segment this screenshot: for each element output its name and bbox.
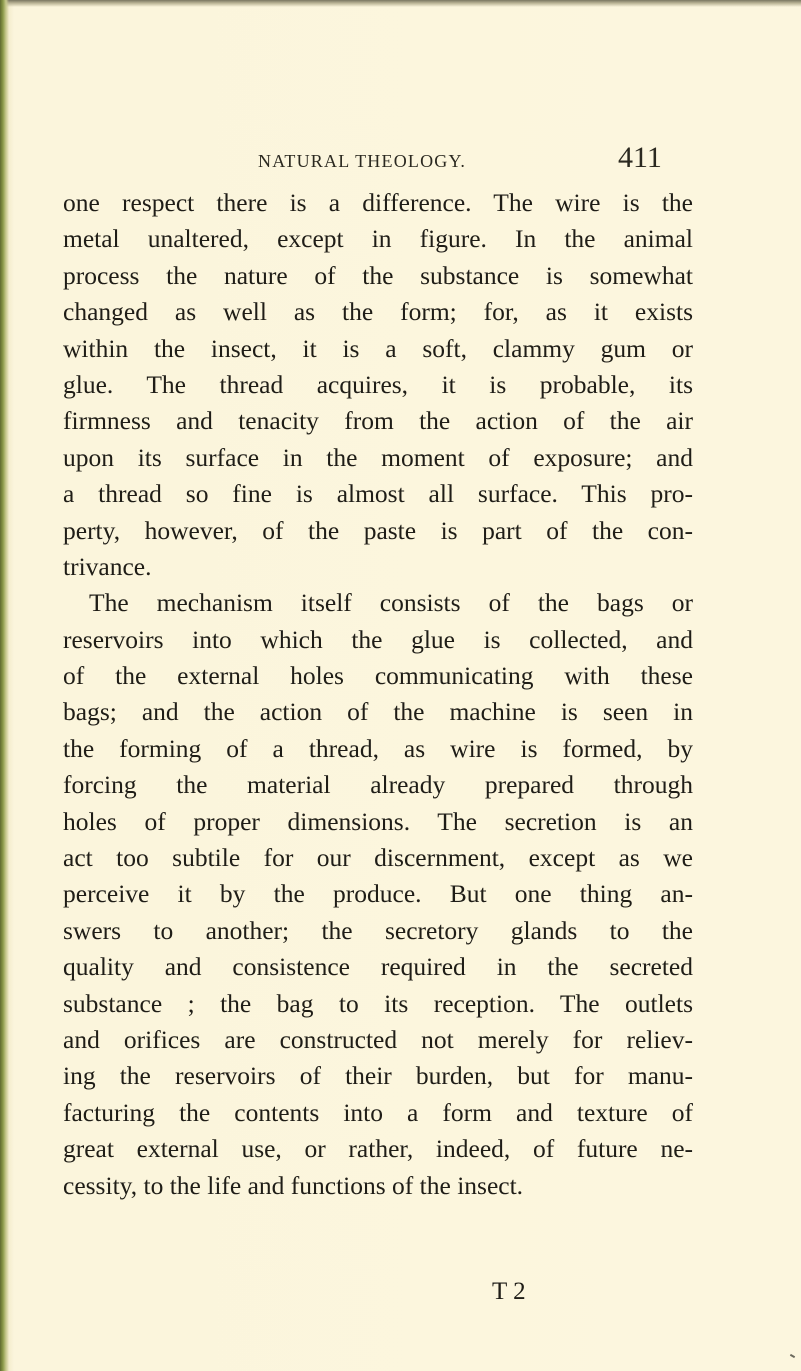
text-line: substance ; the bag to its reception. The outlets bbox=[63, 988, 693, 1018]
signature-mark: T 2 bbox=[492, 1278, 526, 1305]
page-number: 411 bbox=[618, 141, 662, 174]
text-line: swers to another; the secretory glands to the bbox=[63, 915, 693, 945]
text-line: forcing the material already prepared through bbox=[63, 770, 693, 800]
text-line: perceive it by the produce. But one thing an- bbox=[63, 879, 693, 909]
page-binding-edge bbox=[0, 0, 9, 1371]
text-line: great external use, or rather, indeed, of future ne- bbox=[63, 1134, 693, 1164]
text-line: cessity, to the life and functions of the insect. bbox=[63, 1170, 524, 1200]
text-line: glue. The thread acquires, it is probable, its bbox=[63, 369, 693, 399]
text-line: bags; and the action of the machine is seen in bbox=[63, 697, 693, 727]
text-line: facturing the contents into a form and texture of bbox=[63, 1097, 693, 1127]
page-header bbox=[0, 139, 801, 179]
text-line: within the insect, it is a soft, clammy gum or bbox=[63, 333, 693, 363]
page-top-shadow bbox=[0, 0, 801, 7]
text-line: trivance. bbox=[63, 551, 152, 581]
text-line: quality and consistence required in the secreted bbox=[63, 952, 693, 982]
text-line: one respect there is a difference. The wire is the bbox=[63, 188, 693, 217]
text-line: upon its surface in the moment of exposure; and bbox=[63, 442, 693, 472]
text-line: firmness and tenacity from the action of the air bbox=[63, 406, 693, 436]
text-line: perty, however, of the paste is part of the con- bbox=[63, 515, 693, 545]
text-line: The mechanism itself consists of the bags or bbox=[89, 588, 693, 618]
body-text bbox=[63, 185, 693, 1204]
text-line: process the nature of the substance is somewhat bbox=[63, 260, 693, 290]
text-line: the forming of a thread, as wire is formed, by bbox=[63, 733, 693, 763]
text-line: changed as well as the form; for, as it exists bbox=[63, 297, 693, 327]
text-line: metal unaltered, except in figure. In the animal bbox=[63, 224, 693, 254]
text-line: holes of proper dimensions. The secretion is an bbox=[63, 806, 693, 836]
page-speck bbox=[790, 1354, 795, 1358]
text-line: a thread so fine is almost all surface. This pro- bbox=[63, 479, 693, 509]
running-head: NATURAL THEOLOGY. bbox=[258, 151, 467, 171]
text-line: of the external holes communicating with these bbox=[63, 661, 693, 691]
text-line: and orifices are constructed not merely for reliev- bbox=[63, 1024, 693, 1054]
text-line: ing the reservoirs of their burden, but for manu- bbox=[63, 1061, 693, 1091]
text-line: act too subtile for our discernment, except as we bbox=[63, 843, 693, 873]
text-line: reservoirs into which the glue is collected, and bbox=[63, 624, 693, 654]
